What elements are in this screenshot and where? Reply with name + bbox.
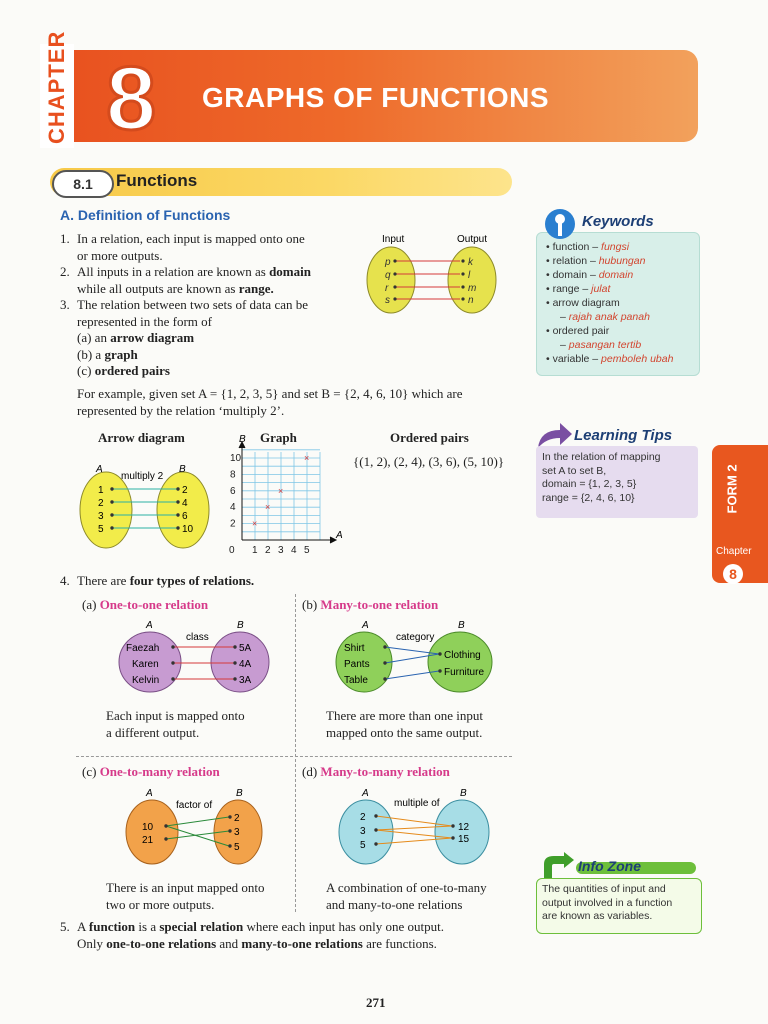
data-point: × [304, 453, 310, 463]
relation-c-left: 10 [142, 822, 154, 833]
p5-bold: function [88, 919, 136, 934]
set-b-label: B [458, 620, 465, 631]
io-left-item: q [385, 270, 391, 281]
many-to-one-diagram [334, 616, 498, 700]
option-b: (b) a [77, 346, 105, 362]
io-left-item: s [385, 295, 390, 306]
page-number: 271 [366, 995, 386, 1010]
relation-b-right: Clothing [444, 650, 481, 661]
y-tick-label: 4 [230, 502, 236, 514]
relation-b-left: Shirt [344, 643, 365, 654]
point-2-domain: domain [269, 264, 311, 279]
example-text [77, 386, 527, 419]
io-left-item: r [385, 283, 389, 294]
io-left-item: p [385, 257, 391, 268]
bullet-icon: • [546, 325, 553, 337]
io-right-item: k [468, 257, 473, 268]
arrow-diagram-heading: Arrow diagram [98, 430, 185, 445]
y-tick-label: 2 [230, 518, 236, 530]
num-1: 1. [60, 231, 70, 246]
p5-text: and [216, 935, 242, 951]
keyword-my: julat [591, 283, 611, 295]
desc-line: mapped onto the same output. [326, 724, 483, 740]
bullet-icon: • [546, 297, 553, 309]
arrow-left-item: 2 [98, 498, 104, 509]
keyword-item [546, 309, 696, 323]
relation-c-description [106, 880, 292, 913]
relation-d-left: 5 [360, 840, 366, 851]
graph-heading: Graph [260, 430, 297, 445]
p5-text: A [77, 919, 89, 934]
set-b-label: B [179, 464, 186, 475]
desc-line: There is an input mapped onto [106, 880, 265, 895]
info-line: output involved in a function [542, 896, 673, 909]
relation-c-left: 21 [142, 835, 154, 846]
u-turn-icon [538, 852, 578, 880]
graph-x-label: A [336, 530, 343, 541]
set-b-label: B [460, 788, 467, 799]
point-2-text: All inputs in a relation are known as [77, 264, 270, 279]
relation-label: multiply 2 [121, 471, 164, 482]
keyword-en: variable – [552, 353, 602, 365]
keyword-item [546, 253, 696, 267]
one-to-many-diagram [122, 784, 272, 870]
example-line-1: For example, given set A = {1, 2, 3, 5} and set B = {2, 4, 6, 10} which are [77, 386, 463, 401]
tip-line: domain = {1, 2, 3, 5} [542, 478, 637, 490]
subsection-heading: A. Definition of Functions [60, 207, 231, 223]
keyword-item [546, 323, 696, 337]
input-output-diagram [362, 232, 502, 322]
ordered-pairs-heading: Ordered pairs [390, 430, 469, 445]
p5-text: where each input has only one output. [243, 919, 444, 934]
arrow-left-item: 3 [98, 511, 104, 522]
info-zone-title: Info Zone [578, 858, 641, 874]
keyword-en: relation – [552, 255, 599, 267]
relation-a-letter: (a) [82, 597, 100, 612]
arrow-left-item: 5 [98, 524, 104, 535]
y-tick-label: 8 [230, 469, 236, 481]
relation-label: factor of [176, 800, 213, 811]
x-tick-label: 5 [304, 545, 310, 556]
desc-line: and many-to-one relations [326, 896, 463, 912]
relation-label: category [396, 632, 435, 643]
relation-b-letter: (b) [302, 597, 321, 612]
info-line: The quantities of input and [542, 883, 666, 895]
point-3-text-2: represented in the form of [77, 313, 213, 329]
num-3: 3. [60, 297, 70, 312]
relation-d-left: 3 [360, 826, 366, 837]
relation-b-title: Many-to-one relation [320, 597, 439, 612]
bullet-icon: • [546, 255, 553, 267]
bullet-icon: • [546, 269, 553, 281]
chapter-label [40, 30, 74, 148]
desc-line: Each input is mapped onto [106, 708, 245, 723]
relation-b-description [326, 708, 512, 741]
bullet-icon: • [546, 353, 553, 365]
p5-bold: one-to-one relations [106, 935, 217, 951]
output-label: Output [457, 234, 488, 245]
data-point: × [265, 502, 271, 513]
bullet-icon: • [546, 241, 553, 253]
option-c-bold: ordered pairs [94, 363, 170, 378]
bullet-icon: • [546, 283, 553, 295]
io-right-item: n [468, 295, 474, 306]
keywords-title: Keywords [582, 213, 654, 230]
relation-c-title: One-to-many relation [99, 764, 220, 779]
set-a-label: A [96, 464, 103, 475]
one-to-one-diagram [118, 616, 278, 700]
keyword-my: rajah anak panah [568, 311, 650, 323]
relation-d-title: Many-to-many relation [320, 764, 450, 779]
form-side-tab [712, 445, 768, 583]
relation-c-right: 2 [234, 813, 240, 824]
p5-text: is a [135, 919, 160, 934]
keyword-en: range – [552, 283, 592, 295]
set-b-label: B [236, 788, 243, 799]
relation-d-letter: (d) [302, 764, 321, 779]
point-5 [60, 919, 520, 952]
keyword-en: domain – [552, 269, 599, 281]
option-a-bold: arrow diagram [110, 330, 195, 345]
io-right-item: l [468, 270, 471, 281]
form-label: FORM 2 [724, 464, 740, 514]
desc-line: There are more than one input [326, 708, 484, 723]
arrow-right-item: 10 [182, 524, 194, 535]
keyword-en: function – [552, 241, 602, 253]
relation-a-left: Kelvin [132, 675, 160, 686]
relation-b-heading [302, 596, 438, 614]
relation-a-description [106, 708, 286, 741]
divider-horizontal [76, 756, 512, 757]
point-2-range: range. [238, 280, 274, 296]
chapter-title: GRAPHS OF FUNCTIONS [202, 82, 550, 113]
chapter-number: 8 [106, 49, 157, 149]
relation-label: multiple of [394, 798, 440, 809]
point-3-text: The relation between two sets of data can be [77, 297, 309, 312]
example-line-2: represented by the relation ‘multiply 2’. [77, 402, 285, 418]
relation-a-right: 4A [239, 659, 252, 670]
keyword-my: pasangan tertib [568, 339, 642, 351]
many-to-many-diagram [334, 784, 494, 870]
x-tick-label: 3 [278, 545, 284, 556]
learning-tips-text [542, 451, 661, 505]
side-chapter-label: Chapter [716, 546, 752, 557]
divider-vertical [295, 594, 296, 912]
keyword-item [546, 351, 696, 365]
arrow-right-item: 4 [182, 498, 188, 509]
relations-intro-bold: four types of relations. [129, 573, 255, 588]
num-2: 2. [60, 264, 70, 279]
x-tick-label: 1 [252, 545, 258, 556]
relation-d-right: 12 [458, 822, 470, 833]
relation-c-heading [82, 763, 220, 781]
relation-a-title: One-to-one relation [99, 597, 209, 612]
arrow-diagram-example [76, 458, 216, 570]
option-a: (a) an [77, 330, 111, 345]
relation-d-left: 2 [360, 812, 366, 823]
keyword-my: pemboleh ubah [601, 353, 674, 365]
relation-a-right: 5A [239, 643, 252, 654]
keyword-item [546, 295, 696, 309]
x-tick-label: 0 [229, 545, 235, 556]
point-2-text-2: while all outputs are known as [77, 280, 239, 296]
relation-a-heading [82, 596, 208, 614]
relation-label: class [186, 632, 209, 643]
section-number: 8.1 [52, 170, 114, 198]
graph-y-label: B [239, 434, 246, 445]
p5-text: Only [77, 935, 107, 951]
set-a-label: A [146, 788, 153, 799]
tip-line: set A to set B, [542, 464, 607, 477]
y-tick-label: 10 [230, 453, 242, 464]
relation-a-left: Karen [132, 659, 159, 670]
ordered-pairs-value: {(1, 2), (2, 4), (3, 6), (5, 10)} [353, 454, 505, 469]
relations-intro: There are [77, 573, 130, 588]
tip-line: In the relation of mapping [542, 451, 661, 463]
relation-c-right: 5 [234, 842, 240, 853]
arrow-right-item: 6 [182, 511, 188, 522]
keyword-item [546, 267, 696, 281]
p5-bold: many-to-one relations [241, 935, 363, 951]
x-tick-label: 4 [291, 545, 297, 556]
relation-d-description [326, 880, 512, 913]
tip-line: range = {2, 4, 6, 10} [542, 491, 635, 504]
keyword-item [546, 337, 696, 351]
keyword-item [546, 239, 696, 253]
set-b-label: B [237, 620, 244, 631]
keywords-list [546, 239, 696, 365]
point-1-text: In a relation, each input is mapped onto one [77, 231, 305, 246]
x-tick-label: 2 [265, 545, 271, 556]
set-a-label: A [362, 620, 369, 631]
arrow-right-item: 2 [182, 485, 188, 496]
point-4 [60, 573, 254, 590]
desc-line: A combination of one-to-many [326, 880, 487, 895]
keyword-en: – [560, 339, 569, 351]
relation-d-right: 15 [458, 834, 470, 845]
key-icon [540, 206, 580, 242]
p5-text: are functions. [362, 935, 437, 951]
y-tick-label: 6 [230, 485, 236, 497]
io-right-item: m [468, 283, 477, 294]
p5-bold: special relation [159, 919, 244, 934]
num-4: 4. [60, 573, 70, 588]
keyword-my: hubungan [598, 255, 646, 267]
data-point: × [278, 485, 284, 496]
relation-c-right: 3 [234, 827, 240, 838]
side-chapter-number: 8 [723, 564, 743, 584]
keyword-item [546, 281, 696, 295]
relation-a-right: 3A [239, 675, 252, 686]
option-b-bold: graph [104, 346, 138, 362]
learning-tips-title: Learning Tips [574, 427, 673, 444]
relation-b-right: Furniture [444, 667, 485, 678]
info-line: are known as variables. [542, 910, 653, 922]
chapter-word: CHAPTER [44, 30, 69, 144]
keyword-en: arrow diagram [552, 297, 620, 309]
data-point: × [252, 518, 258, 529]
keyword-en: ordered pair [552, 325, 610, 337]
relation-c-letter: (c) [82, 764, 100, 779]
keyword-my: fungsi [601, 241, 630, 253]
desc-line: two or more outputs. [106, 896, 215, 912]
point-1-text-2: or more outputs. [77, 247, 163, 263]
num-5: 5. [60, 919, 70, 934]
keyword-en: – [560, 311, 569, 323]
relation-b-left: Pants [344, 659, 370, 670]
desc-line: a different output. [106, 724, 200, 740]
info-zone-text [542, 883, 672, 924]
option-c: (c) [77, 363, 95, 378]
keyword-my: domain [598, 269, 634, 281]
arrow-left-item: 1 [98, 485, 104, 496]
point-list [60, 231, 360, 380]
relation-a-left: Faezah [126, 643, 160, 654]
set-a-label: A [362, 788, 369, 799]
relation-d-heading [302, 763, 450, 781]
set-a-label: A [146, 620, 153, 631]
input-label: Input [382, 234, 405, 245]
section-title: Functions [116, 171, 198, 190]
relation-b-left: Table [344, 675, 368, 686]
